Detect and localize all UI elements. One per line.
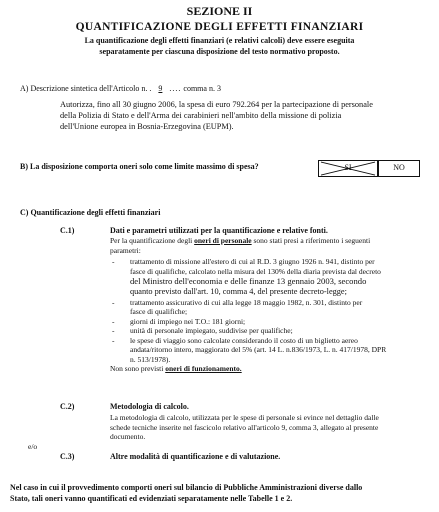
- list-item-line: n. 513/1978).: [130, 354, 171, 364]
- bullet-icon: -: [112, 257, 115, 266]
- c1-footer-underlined: oneri di funzionamento.: [165, 364, 242, 373]
- list-item-line: del Ministro dell'economia e delle finanze 13 gennaio 2003, secondo: [130, 276, 367, 286]
- c2-title: Metodologia di calcolo.: [110, 402, 189, 411]
- c3-title: Altre modalità di quantificazione e di valutazione.: [110, 452, 281, 461]
- intro-line-1: La quantificazione degli effetti finanziari (e relativi calcoli) deve essere eseguita: [84, 36, 355, 45]
- list-item: [110, 336, 422, 365]
- c2-line: schede tecniche inserite nel fascicolo relativo all'articolo 9, comma 3, allegato al presente: [110, 422, 379, 432]
- list-item-line: trattamento di missione all'estero di cui al R.D. 3 giugno 1926 n. 941, distinto per: [130, 257, 375, 266]
- option-no-box[interactable]: [378, 160, 420, 177]
- c2-body: [110, 413, 379, 442]
- list-item: [110, 257, 422, 298]
- comma-label: comma n. 3: [183, 84, 221, 93]
- article-number: 9: [158, 84, 163, 93]
- list-item-line: fasce di qualifiche;: [130, 307, 188, 316]
- bullet-icon: -: [112, 335, 115, 345]
- bullet-icon: -: [112, 316, 115, 326]
- c1-parameter-list: [110, 257, 422, 374]
- list-item: [110, 326, 422, 336]
- c1-footer-pre: Non sono previsti: [110, 364, 164, 373]
- list-item: [110, 298, 422, 317]
- c2-number: C.2): [60, 402, 75, 411]
- list-item-line: quanto previsto dall'art. 10, comma 4, del presente decreto-legge;: [130, 287, 347, 296]
- footer-note-line-2: Stato, tali oneri vanno quantificati ed evidenziati separatamente nelle Tabelle 1 e 2.: [10, 494, 293, 503]
- c1-intro-line-2: parametri:: [110, 246, 141, 255]
- option-no-label: NO: [393, 163, 405, 172]
- section-c-heading: C) Quantificazione degli effetti finanziari: [20, 208, 161, 217]
- section-heading: SEZIONE II: [186, 4, 253, 18]
- list-item-line: unità di personale impiegato, suddivise per qualifiche;: [130, 326, 293, 335]
- list-item-line: giorni di impiego nei T.O.: 181 giorni;: [130, 316, 246, 326]
- bullet-icon: -: [112, 297, 115, 307]
- section-a-prefix: A) Descrizione sintetica dell'Articolo n. .: [20, 84, 152, 93]
- list-item-line: le spese di viaggio sono calcolate considerando il costo di un biglietto aereo: [130, 335, 358, 345]
- page-title: QUANTIFICAZIONE DEGLI EFFETTI FINANZIARI: [75, 21, 364, 33]
- c1-intro-underlined: oneri di personale: [194, 236, 252, 245]
- list-item: [110, 317, 422, 327]
- option-si-box[interactable]: [318, 160, 378, 177]
- intro-line-2: separatamente per ciascuna disposizione del testo normativo proposto.: [99, 47, 340, 56]
- c2-line: La metodologia di calcolo, utilizzata per le spese di personale si evince nel dettaglio dalle: [110, 413, 379, 422]
- and-or-label: e/o: [28, 442, 38, 451]
- list-item-line: trattamento assicurativo di cui alla legge 18 maggio 1982, n. 301, distinto per: [130, 297, 363, 307]
- list-item-line: andata/ritorno intero, maggiorato del 5% (art. 14 L. n.836/1973, L. n. 417/1978, DPR: [130, 345, 387, 354]
- footer-note-line-1: Nel caso in cui il provvedimento comporti oneri sul bilancio di Pubbliche Amministrazioni diverse dallo: [10, 483, 363, 492]
- c1-number: C.1): [60, 226, 75, 235]
- section-a-line: della Polizia di Stato e dell'Arma dei carabinieri nell'ambito della missione di polizia: [60, 111, 342, 120]
- list-item-line: fasce di qualifiche, calcolato nella misura del 130% della diaria prevista dal decreto: [130, 266, 381, 276]
- c1-intro: [110, 236, 370, 246]
- section-a-line: Autorizza, fino all 30 giugno 2006, la spesa di euro 792.264 per la partecipazione di personale: [60, 100, 373, 109]
- c2-line: documento.: [110, 432, 146, 441]
- c1-intro-post: sono stati presi a riferimento i seguenti: [253, 236, 371, 245]
- option-si-label: SI: [344, 163, 352, 172]
- section-a-label: A) Descrizione sintetica dell'Articolo n. . 9 .... comma n. 3: [20, 84, 221, 93]
- bullet-icon: -: [112, 326, 115, 335]
- section-b-question: B) La disposizione comporta oneri solo come limite massimo di spesa?: [20, 162, 259, 171]
- c1-intro-pre: Per la quantificazione degli: [110, 236, 193, 245]
- c3-number: C.3): [60, 452, 75, 461]
- section-a-line: dell'Unione europea in Bosnia-Erzegovina (EUPM).: [60, 122, 234, 131]
- c1-footer: [110, 364, 422, 374]
- c1-title: Dati e parametri utilizzati per la quantificazione e relative fonti.: [110, 226, 328, 235]
- section-a-body: [60, 99, 373, 132]
